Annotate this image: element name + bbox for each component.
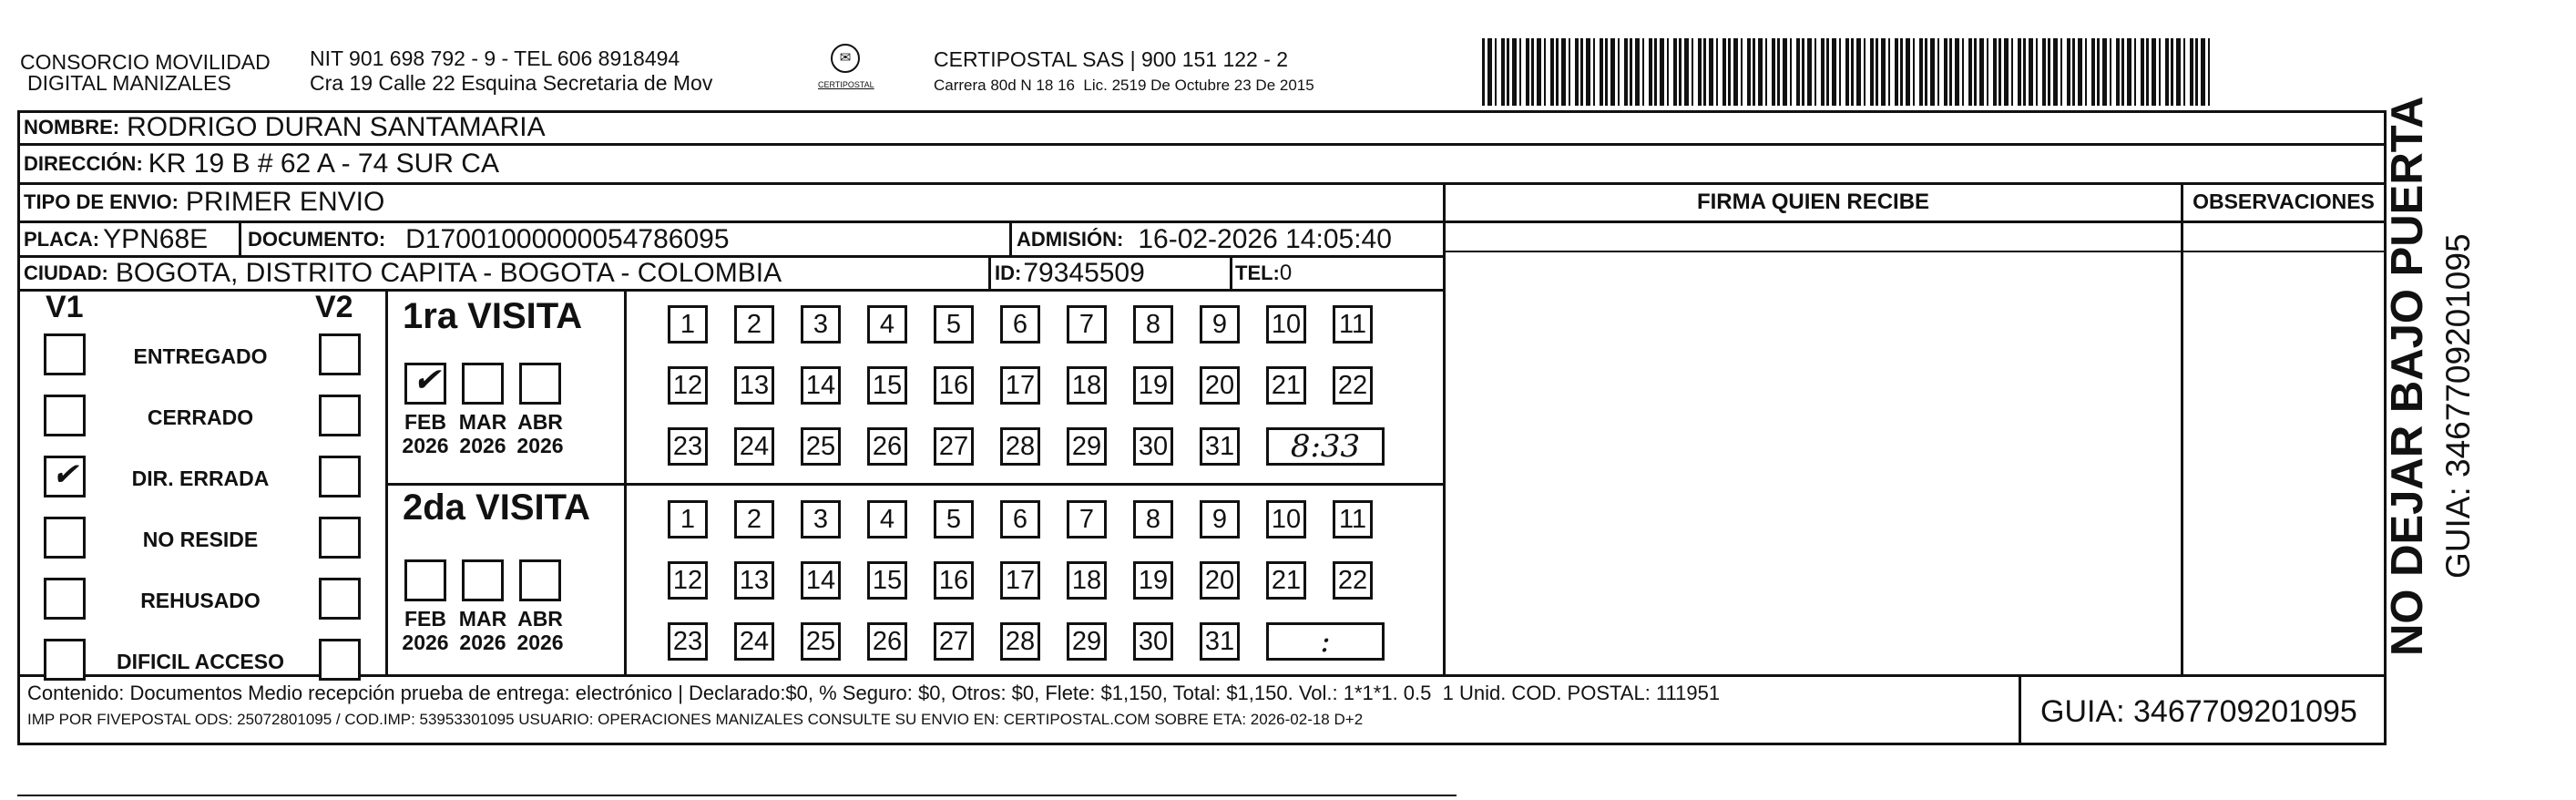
visit-divider: [385, 483, 1443, 486]
visit2-day-box[interactable]: 13: [734, 561, 774, 600]
visit1-day-box[interactable]: 14: [801, 366, 841, 405]
id-field: [995, 257, 1145, 290]
visit1-day-box[interactable]: 16: [934, 366, 974, 405]
visit1-year-label: 2026: [459, 434, 506, 457]
placa-value: YPN68E: [103, 223, 209, 254]
visit1-month-mark: ✔: [413, 362, 441, 399]
visit1-day-box[interactable]: 21: [1266, 366, 1306, 405]
v2-checkbox[interactable]: [319, 456, 361, 497]
tipo-envio-label: TIPO DE ENVIO:: [24, 190, 179, 213]
company-address: Cra 19 Calle 22 Esquina Secretaria de Mov: [310, 71, 713, 95]
visit1-title: 1ra VISITA: [403, 296, 583, 336]
frame-line: [1230, 255, 1232, 289]
visit2-day-box[interactable]: 20: [1200, 561, 1240, 600]
visit2-day-box[interactable]: 10: [1266, 500, 1306, 538]
visit1-day-box[interactable]: 22: [1333, 366, 1373, 405]
direccion-row: [24, 146, 499, 182]
visit2-day-box[interactable]: 1: [668, 500, 708, 538]
direccion-label: DIRECCIÓN:: [24, 152, 143, 175]
visit1-day-box[interactable]: 7: [1067, 305, 1107, 344]
v2-checkbox[interactable]: [319, 333, 361, 375]
visit1-day-box[interactable]: 8: [1133, 305, 1173, 344]
frame-line: [1443, 221, 2386, 223]
visit1-day-box[interactable]: 11: [1333, 305, 1373, 344]
nombre-value: RODRIGO DURAN SANTAMARIA: [127, 112, 546, 142]
visit1-month-label: ABR: [517, 410, 563, 434]
frame-line: [624, 289, 627, 674]
id-label: ID:: [995, 262, 1022, 284]
status-label: CERRADO: [147, 405, 254, 429]
frame-bottom: [17, 743, 2386, 745]
frame-line: [239, 221, 241, 255]
visit1-day-box[interactable]: 30: [1133, 427, 1173, 466]
visit2-day-box[interactable]: 24: [734, 622, 774, 661]
v2-checkbox[interactable]: [319, 639, 361, 681]
visit2-day-box[interactable]: 17: [1000, 561, 1040, 600]
documento-value: D17001000000054786095: [405, 223, 730, 254]
frame-line: [1009, 221, 1012, 255]
v1-checkbox[interactable]: [44, 456, 86, 497]
footer-printer-line: IMP POR FIVEPOSTAL ODS: 25072801095 / COD.IMP: 53953301095 USUARIO: OPERACIONES MANIZALES CONSULTE SU ENVIO EN: CERTIPOSTAL.COM SOBRE ETA: 2026-02-18 D+2: [27, 711, 1364, 728]
visit1-month-checkbox[interactable]: [404, 363, 446, 405]
v1-checkbox[interactable]: [44, 395, 86, 436]
v2-header: V2: [315, 290, 353, 324]
visit2-day-box[interactable]: 23: [668, 622, 708, 661]
visit2-day-box[interactable]: 9: [1200, 500, 1240, 538]
visit1-day-box[interactable]: 25: [801, 427, 841, 466]
frame-line: [2181, 182, 2183, 677]
visit1-day-box[interactable]: 29: [1067, 427, 1107, 466]
observaciones-header: OBSERVACIONES: [2193, 190, 2375, 213]
visit1-month-checkbox[interactable]: [519, 363, 561, 405]
visit1-day-box[interactable]: 18: [1067, 366, 1107, 405]
tel-value: 0: [1279, 261, 1293, 285]
visit1-day-box[interactable]: 31: [1200, 427, 1240, 466]
admision-value: 16-02-2026 14:05:40: [1138, 223, 1392, 254]
direccion-value: KR 19 B # 62 A - 74 SUR CA: [148, 149, 499, 179]
tipo-envio-row: [24, 184, 384, 221]
id-value: 79345509: [1023, 258, 1145, 288]
visit2-day-box[interactable]: 26: [867, 622, 907, 661]
footer-contents-line: Contenido: Documentos Medio recepción prueba de entrega: electrónico | Declarado:$0, % Seguro: $0, Otros: $0, Flete: $1,150, Total: $1,150. Vol.: 1*1*1. 0.5 1 Unid. COD. POSTAL: 111951: [27, 682, 1721, 704]
visit1-day-box[interactable]: 4: [867, 305, 907, 344]
status-label: NO RESIDE: [142, 528, 259, 551]
visit1-day-box[interactable]: 9: [1200, 305, 1240, 344]
visit2-day-box[interactable]: 8: [1133, 500, 1173, 538]
frame-left: [17, 110, 20, 745]
placa-label: PLACA:: [24, 227, 100, 251]
visit1-day-box[interactable]: 26: [867, 427, 907, 466]
visit2-year-label: 2026: [516, 631, 564, 654]
frame-line: [17, 674, 2386, 677]
status-label: REHUSADO: [140, 589, 261, 612]
documento-label: DOCUMENTO:: [248, 227, 386, 251]
v1-checkbox[interactable]: [44, 578, 86, 620]
visit1-day-box[interactable]: 13: [734, 366, 774, 405]
visit1-month-label: FEB: [404, 410, 446, 434]
certipostal-logo-text: CERTIPOSTAL: [818, 80, 874, 89]
visit1-day-box[interactable]: 15: [867, 366, 907, 405]
firma-header: FIRMA QUIEN RECIBE: [1696, 190, 1930, 214]
visit2-day-box[interactable]: 28: [1000, 622, 1040, 661]
visit1-day-box[interactable]: 6: [1000, 305, 1040, 344]
tipo-envio-value: PRIMER ENVIO: [185, 187, 385, 217]
v1-checkbox[interactable]: [44, 639, 86, 681]
v2-checkbox[interactable]: [319, 578, 361, 620]
visit2-day-box[interactable]: 18: [1067, 561, 1107, 600]
visit2-year-label: 2026: [402, 631, 449, 654]
nombre-row: [24, 111, 546, 144]
visit2-day-box[interactable]: 14: [801, 561, 841, 600]
ciudad-value: BOGOTA, DISTRITO CAPITA - BOGOTA - COLOMBIA: [115, 258, 782, 288]
frame-line: [1443, 251, 2386, 252]
nombre-label: NOMBRE:: [24, 116, 120, 138]
v1-mark: ✔: [52, 456, 78, 493]
visit1-day-box[interactable]: 23: [668, 427, 708, 466]
visit2-month-label: ABR: [517, 607, 563, 631]
visit2-month-checkbox[interactable]: [404, 559, 446, 601]
visit2-day-box[interactable]: 7: [1067, 500, 1107, 538]
frame-line: [2019, 674, 2021, 743]
visit1-month-label: MAR: [458, 410, 507, 434]
visit2-day-box[interactable]: 31: [1200, 622, 1240, 661]
certipostal-line1: CERTIPOSTAL SAS | 900 151 122 - 2: [934, 47, 1289, 71]
visit1-day-box[interactable]: 27: [934, 427, 974, 466]
status-label: ENTREGADO: [133, 344, 268, 368]
visit1-day-box[interactable]: 19: [1133, 366, 1173, 405]
visit2-day-box[interactable]: 11: [1333, 500, 1373, 538]
visit2-year-label: 2026: [459, 631, 506, 654]
visit1-day-box[interactable]: 2: [734, 305, 774, 344]
frame-line: [988, 255, 991, 289]
side-warning: NO DEJAR BAJO PUERTA: [2383, 96, 2432, 656]
visit1-day-box[interactable]: 3: [801, 305, 841, 344]
footer-guia: GUIA: 3467709201095: [2040, 694, 2357, 729]
tel-field: [1235, 257, 1292, 290]
admision-label: ADMISIÓN:: [1017, 227, 1124, 251]
certipostal-logo: [818, 44, 873, 108]
visit2-month-checkbox[interactable]: [462, 559, 504, 601]
visit1-day-box[interactable]: 12: [668, 366, 708, 405]
visit2-day-box[interactable]: 22: [1333, 561, 1373, 600]
visit2-day-box[interactable]: 6: [1000, 500, 1040, 538]
frame-line: [385, 289, 388, 674]
visit1-day-box[interactable]: 24: [734, 427, 774, 466]
nit-line: NIT 901 698 792 - 9 - TEL 606 8918494: [310, 46, 680, 70]
visit2-day-box[interactable]: 2: [734, 500, 774, 538]
status-label: DIR. ERRADA: [131, 467, 270, 490]
visit1-day-box[interactable]: 10: [1266, 305, 1306, 344]
certipostal-line2: Carrera 80d N 18 16 Lic. 2519 De Octubre 23 De 2015: [934, 77, 1314, 94]
v2-checkbox[interactable]: [319, 517, 361, 559]
visit1-year-label: 2026: [402, 434, 449, 457]
visit2-time-box[interactable]: :: [1266, 622, 1385, 661]
visit2-day-box[interactable]: 12: [668, 561, 708, 600]
visit1-day-box[interactable]: 20: [1200, 366, 1240, 405]
visit1-day-box[interactable]: 5: [934, 305, 974, 344]
visit2-month-label: FEB: [404, 607, 446, 631]
ciudad-label: CIUDAD:: [24, 262, 108, 284]
page-rule: [17, 795, 1457, 796]
company-name-line1: CONSORCIO MOVILIDAD: [20, 50, 271, 74]
visit2-day-box[interactable]: 15: [867, 561, 907, 600]
v1-checkbox[interactable]: [44, 517, 86, 559]
visit2-day-box[interactable]: 29: [1067, 622, 1107, 661]
visit1-day-box[interactable]: 17: [1000, 366, 1040, 405]
certipostal-logo-icon: ✉: [831, 44, 860, 73]
v1-checkbox[interactable]: [44, 333, 86, 375]
visit2-day-box[interactable]: 3: [801, 500, 841, 538]
visit1-time-box[interactable]: 8:33: [1266, 427, 1385, 466]
admision-field: [1017, 222, 1392, 256]
side-guia: GUIA: 3467709201095: [2439, 233, 2477, 579]
visit1-day-box[interactable]: 28: [1000, 427, 1040, 466]
status-label: DIFICIL ACCESO: [116, 650, 284, 673]
visit2-day-box[interactable]: 25: [801, 622, 841, 661]
v2-checkbox[interactable]: [319, 395, 361, 436]
visit2-day-box[interactable]: 16: [934, 561, 974, 600]
placa-field: [24, 222, 208, 256]
visit1-year-label: 2026: [516, 434, 564, 457]
documento-field: [248, 222, 730, 256]
visit2-day-box[interactable]: 21: [1266, 561, 1306, 600]
v1-header: V1: [46, 290, 84, 324]
visit2-month-label: MAR: [458, 607, 507, 631]
barcode: [1482, 38, 2211, 106]
visit2-day-box[interactable]: 5: [934, 500, 974, 538]
frame-line: [1443, 182, 1446, 677]
company-name-line2: DIGITAL MANIZALES: [27, 71, 231, 95]
visit2-month-checkbox[interactable]: [519, 559, 561, 601]
visit2-title: 2da VISITA: [403, 487, 590, 528]
visit2-day-box[interactable]: 4: [867, 500, 907, 538]
visit1-day-box[interactable]: 1: [668, 305, 708, 344]
visit2-day-box[interactable]: 19: [1133, 561, 1173, 600]
visit2-day-box[interactable]: 27: [934, 622, 974, 661]
visit1-month-checkbox[interactable]: [462, 363, 504, 405]
tel-label: TEL:: [1235, 262, 1280, 284]
visit2-day-box[interactable]: 30: [1133, 622, 1173, 661]
ciudad-field: [24, 257, 782, 290]
